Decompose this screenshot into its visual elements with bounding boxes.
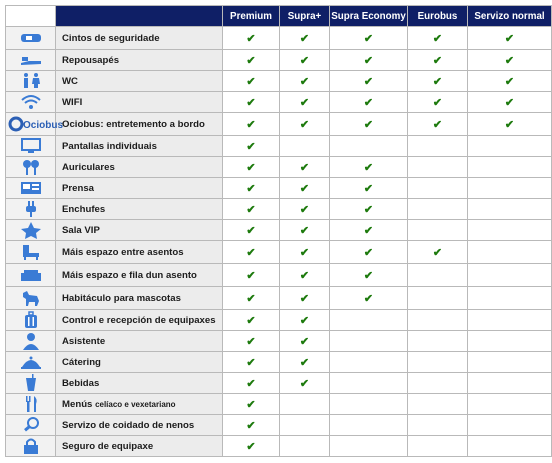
service-label-text: Control e recepción de equipaxes bbox=[62, 314, 216, 326]
check-mark-icon: ✔ bbox=[223, 415, 280, 436]
service-label-text: Seguro de equipaxe bbox=[62, 440, 154, 452]
check-mark-icon: ✔ bbox=[280, 92, 330, 113]
check-mark-icon: ✔ bbox=[330, 287, 408, 310]
empty-cell bbox=[408, 264, 468, 287]
table-row bbox=[6, 241, 552, 264]
empty-cell bbox=[468, 220, 552, 241]
empty-cell bbox=[408, 394, 468, 415]
service-label bbox=[56, 50, 223, 71]
check-mark-icon: ✔ bbox=[280, 220, 330, 241]
service-label-text: WIFI bbox=[62, 96, 83, 108]
table-row bbox=[6, 415, 552, 436]
service-label-text: Bebidas bbox=[62, 377, 100, 389]
check-mark-icon: ✔ bbox=[280, 310, 330, 331]
service-label bbox=[56, 310, 223, 331]
check-mark-icon: ✔ bbox=[468, 27, 552, 50]
check-mark-icon: ✔ bbox=[280, 331, 330, 352]
check-mark-icon: ✔ bbox=[223, 92, 280, 113]
check-mark-icon: ✔ bbox=[468, 113, 552, 136]
service-label-note: celíaco e vexetariano bbox=[95, 399, 176, 409]
service-label-text: Menús bbox=[62, 398, 93, 410]
empty-cell bbox=[408, 373, 468, 394]
table-row bbox=[6, 331, 552, 352]
empty-cell bbox=[468, 199, 552, 220]
empty-cell bbox=[330, 394, 408, 415]
empty-cell bbox=[280, 415, 330, 436]
check-mark-icon: ✔ bbox=[223, 352, 280, 373]
check-mark-icon: ✔ bbox=[223, 241, 280, 264]
service-label-text: Cátering bbox=[62, 356, 101, 368]
check-mark-icon: ✔ bbox=[330, 157, 408, 178]
check-mark-icon: ✔ bbox=[280, 113, 330, 136]
empty-cell bbox=[468, 352, 552, 373]
column-header-supra-economy: Supra Economy bbox=[330, 6, 408, 27]
service-label-text: Sala VIP bbox=[62, 224, 100, 236]
check-mark-icon: ✔ bbox=[330, 113, 408, 136]
seatbelt-icon bbox=[19, 29, 43, 47]
row-icon-cell bbox=[6, 373, 56, 394]
empty-cell bbox=[408, 415, 468, 436]
empty-cell bbox=[468, 264, 552, 287]
check-mark-icon: ✔ bbox=[223, 27, 280, 50]
check-mark-icon: ✔ bbox=[468, 50, 552, 71]
service-label bbox=[56, 394, 223, 415]
check-mark-icon: ✔ bbox=[330, 241, 408, 264]
check-mark-icon: ✔ bbox=[223, 157, 280, 178]
service-label-text: Habitáculo para mascotas bbox=[62, 292, 181, 304]
lock-icon bbox=[19, 437, 43, 455]
empty-cell bbox=[330, 331, 408, 352]
dog-icon bbox=[19, 289, 43, 307]
table-row bbox=[6, 71, 552, 92]
empty-cell bbox=[408, 287, 468, 310]
row-icon-cell bbox=[6, 92, 56, 113]
table-row bbox=[6, 178, 552, 199]
check-mark-icon: ✔ bbox=[223, 113, 280, 136]
service-label bbox=[56, 113, 223, 136]
check-mark-icon: ✔ bbox=[280, 199, 330, 220]
empty-cell bbox=[330, 415, 408, 436]
service-label bbox=[56, 199, 223, 220]
empty-cell bbox=[468, 157, 552, 178]
empty-cell bbox=[468, 415, 552, 436]
check-mark-icon: ✔ bbox=[223, 287, 280, 310]
check-mark-icon: ✔ bbox=[223, 50, 280, 71]
check-mark-icon: ✔ bbox=[280, 241, 330, 264]
row-icon-cell bbox=[6, 199, 56, 220]
empty-cell bbox=[408, 157, 468, 178]
row-icon-cell bbox=[6, 136, 56, 157]
check-mark-icon: ✔ bbox=[223, 394, 280, 415]
service-label-text: Máis espazo e fila dun asento bbox=[62, 269, 197, 281]
plug-icon bbox=[19, 200, 43, 218]
column-header-eurobus: Eurobus bbox=[408, 6, 468, 27]
check-mark-icon: ✔ bbox=[223, 264, 280, 287]
row-icon-cell bbox=[6, 415, 56, 436]
service-label bbox=[56, 136, 223, 157]
check-mark-icon: ✔ bbox=[408, 113, 468, 136]
service-label-text: Prensa bbox=[62, 182, 94, 194]
table-row bbox=[6, 27, 552, 50]
check-mark-icon: ✔ bbox=[280, 71, 330, 92]
row-icon-cell bbox=[6, 178, 56, 199]
check-mark-icon: ✔ bbox=[280, 50, 330, 71]
table-row bbox=[6, 287, 552, 310]
check-mark-icon: ✔ bbox=[330, 50, 408, 71]
empty-cell bbox=[330, 352, 408, 373]
check-mark-icon: ✔ bbox=[223, 220, 280, 241]
service-label bbox=[56, 264, 223, 287]
service-label-text: Pantallas individuais bbox=[62, 140, 157, 152]
column-header-supra-plus: Supra+ bbox=[280, 6, 330, 27]
service-label-text: Asistente bbox=[62, 335, 106, 347]
check-mark-icon: ✔ bbox=[280, 178, 330, 199]
table-row bbox=[6, 264, 552, 287]
drink-icon bbox=[19, 374, 43, 392]
service-label bbox=[56, 436, 223, 457]
empty-cell bbox=[468, 287, 552, 310]
service-label-text: Auriculares bbox=[62, 161, 115, 173]
service-label-text: Servizo de coidado de nenos bbox=[62, 419, 195, 431]
table-row bbox=[6, 50, 552, 71]
check-mark-icon: ✔ bbox=[468, 71, 552, 92]
empty-cell bbox=[330, 373, 408, 394]
check-mark-icon: ✔ bbox=[408, 71, 468, 92]
check-mark-icon: ✔ bbox=[223, 178, 280, 199]
service-label bbox=[56, 415, 223, 436]
row-icon-cell bbox=[6, 27, 56, 50]
table-row bbox=[6, 92, 552, 113]
check-mark-icon: ✔ bbox=[223, 199, 280, 220]
table-row bbox=[6, 199, 552, 220]
headphones-icon bbox=[19, 158, 43, 176]
sofa-icon bbox=[19, 266, 43, 284]
services-table bbox=[5, 5, 552, 457]
cutlery-icon bbox=[19, 395, 43, 413]
empty-cell bbox=[280, 136, 330, 157]
table-row bbox=[6, 113, 552, 136]
check-mark-icon: ✔ bbox=[280, 373, 330, 394]
empty-cell bbox=[330, 436, 408, 457]
empty-cell bbox=[468, 331, 552, 352]
row-icon-cell bbox=[6, 264, 56, 287]
seat-space-icon bbox=[19, 243, 43, 261]
empty-cell bbox=[280, 436, 330, 457]
table-row bbox=[6, 436, 552, 457]
star-icon bbox=[19, 221, 43, 239]
empty-cell bbox=[280, 394, 330, 415]
ociobus-icon bbox=[9, 115, 63, 133]
check-mark-icon: ✔ bbox=[330, 92, 408, 113]
row-icon-cell bbox=[6, 50, 56, 71]
service-label bbox=[56, 71, 223, 92]
empty-cell bbox=[468, 373, 552, 394]
empty-cell bbox=[408, 199, 468, 220]
empty-cell bbox=[408, 331, 468, 352]
row-icon-cell bbox=[6, 157, 56, 178]
service-label bbox=[56, 220, 223, 241]
empty-cell bbox=[408, 436, 468, 457]
check-mark-icon: ✔ bbox=[223, 331, 280, 352]
check-mark-icon: ✔ bbox=[223, 71, 280, 92]
service-label bbox=[56, 157, 223, 178]
check-mark-icon: ✔ bbox=[408, 92, 468, 113]
check-mark-icon: ✔ bbox=[223, 436, 280, 457]
empty-cell bbox=[468, 178, 552, 199]
check-mark-icon: ✔ bbox=[330, 199, 408, 220]
table-row bbox=[6, 220, 552, 241]
check-mark-icon: ✔ bbox=[330, 71, 408, 92]
check-mark-icon: ✔ bbox=[330, 27, 408, 50]
row-icon-cell bbox=[6, 220, 56, 241]
check-mark-icon: ✔ bbox=[408, 50, 468, 71]
empty-cell bbox=[408, 220, 468, 241]
check-mark-icon: ✔ bbox=[408, 241, 468, 264]
header-row bbox=[6, 6, 552, 27]
service-label bbox=[56, 331, 223, 352]
service-label-text: Repousapés bbox=[62, 54, 120, 66]
empty-cell bbox=[468, 136, 552, 157]
row-icon-cell bbox=[6, 394, 56, 415]
row-icon-cell bbox=[6, 436, 56, 457]
check-mark-icon: ✔ bbox=[468, 92, 552, 113]
check-mark-icon: ✔ bbox=[223, 136, 280, 157]
service-label-text: Ociobus: entretemento a bordo bbox=[62, 118, 205, 130]
service-label-text: WC bbox=[62, 75, 78, 87]
child-care-icon bbox=[19, 416, 43, 434]
service-label-text: Máis espazo entre asentos bbox=[62, 246, 184, 258]
table-body bbox=[6, 27, 552, 457]
row-icon-cell bbox=[6, 352, 56, 373]
assistant-icon bbox=[19, 332, 43, 350]
row-icon-cell bbox=[6, 310, 56, 331]
service-label bbox=[56, 352, 223, 373]
check-mark-icon: ✔ bbox=[330, 178, 408, 199]
empty-cell bbox=[330, 136, 408, 157]
check-mark-icon: ✔ bbox=[280, 287, 330, 310]
table-row bbox=[6, 352, 552, 373]
table-row bbox=[6, 394, 552, 415]
check-mark-icon: ✔ bbox=[280, 264, 330, 287]
row-icon-cell bbox=[6, 71, 56, 92]
service-label-text: Cintos de seguridade bbox=[62, 32, 160, 44]
newspaper-icon bbox=[19, 179, 43, 197]
wifi-icon bbox=[19, 93, 43, 111]
empty-cell bbox=[408, 352, 468, 373]
empty-cell bbox=[408, 178, 468, 199]
footrest-icon bbox=[19, 51, 43, 69]
check-mark-icon: ✔ bbox=[330, 220, 408, 241]
row-icon-cell bbox=[6, 287, 56, 310]
empty-cell bbox=[408, 136, 468, 157]
row-icon-cell bbox=[6, 241, 56, 264]
empty-cell bbox=[468, 436, 552, 457]
service-label bbox=[56, 27, 223, 50]
service-label bbox=[56, 92, 223, 113]
empty-cell bbox=[330, 310, 408, 331]
row-icon-cell bbox=[6, 113, 63, 136]
empty-cell bbox=[468, 310, 552, 331]
wc-icon bbox=[19, 72, 43, 90]
service-label bbox=[56, 373, 223, 394]
column-header-servizo-normal: Servizo normal bbox=[468, 6, 552, 27]
check-mark-icon: ✔ bbox=[223, 310, 280, 331]
service-label bbox=[56, 178, 223, 199]
table-row bbox=[6, 373, 552, 394]
luggage-icon bbox=[19, 311, 43, 329]
check-mark-icon: ✔ bbox=[223, 373, 280, 394]
check-mark-icon: ✔ bbox=[280, 27, 330, 50]
catering-icon bbox=[19, 353, 43, 371]
empty-cell bbox=[408, 310, 468, 331]
service-label bbox=[56, 241, 223, 264]
table-row bbox=[6, 136, 552, 157]
header-corner bbox=[6, 6, 56, 27]
table-row bbox=[6, 157, 552, 178]
empty-cell bbox=[468, 394, 552, 415]
column-header-premium: Premium bbox=[223, 6, 280, 27]
check-mark-icon: ✔ bbox=[280, 352, 330, 373]
empty-cell bbox=[468, 241, 552, 264]
service-label-text: Enchufes bbox=[62, 203, 106, 215]
check-mark-icon: ✔ bbox=[330, 264, 408, 287]
ociobus-logo-text: Ociobus bbox=[22, 120, 63, 131]
monitor-icon bbox=[19, 137, 43, 155]
check-mark-icon: ✔ bbox=[408, 27, 468, 50]
header-service-column bbox=[56, 6, 223, 27]
table-row bbox=[6, 310, 552, 331]
row-icon-cell bbox=[6, 331, 56, 352]
check-mark-icon: ✔ bbox=[280, 157, 330, 178]
service-label bbox=[56, 287, 223, 310]
